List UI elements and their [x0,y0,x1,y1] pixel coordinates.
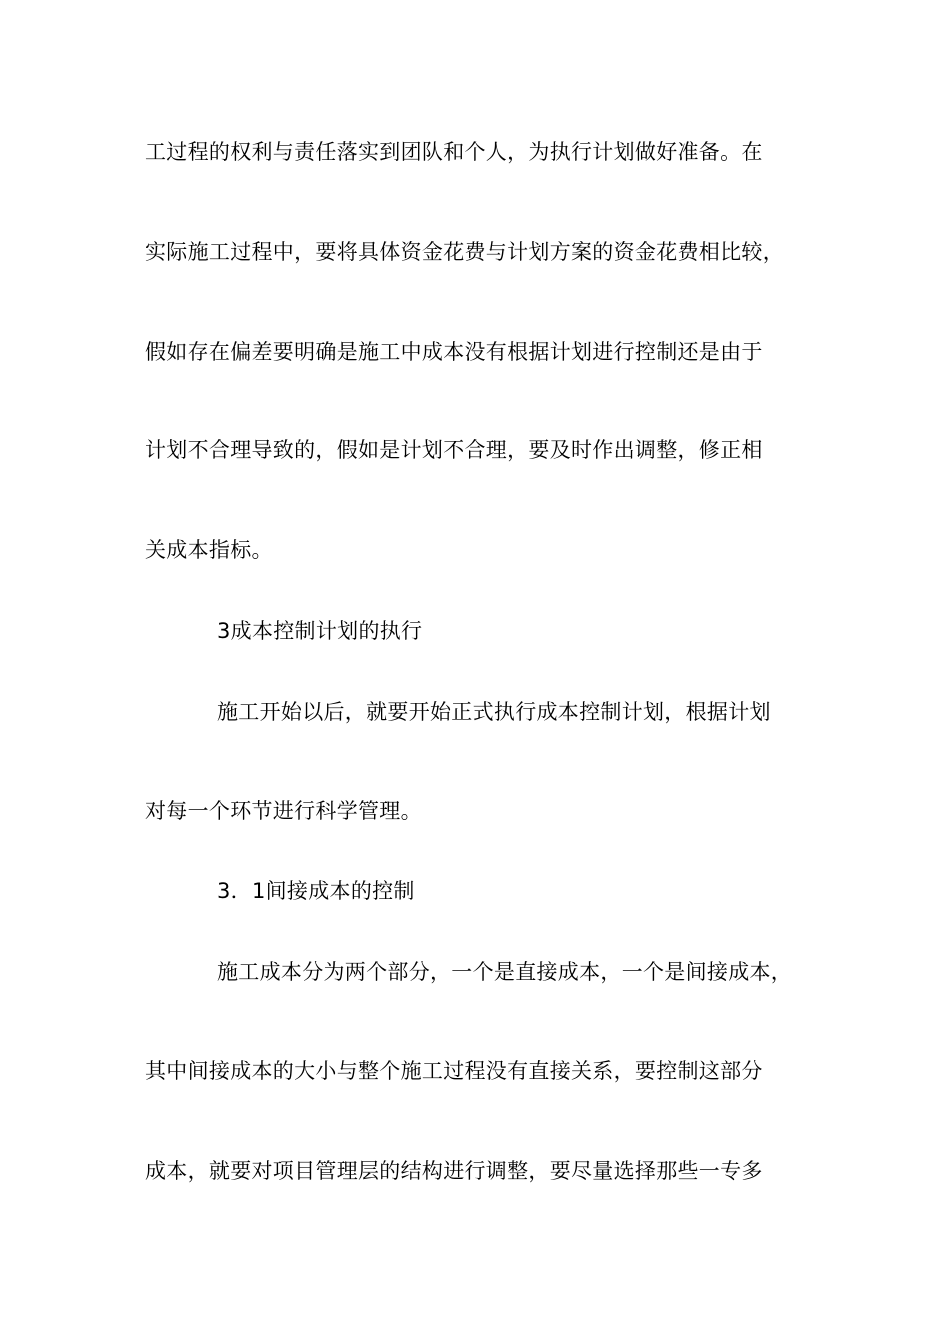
section-heading: 3成本控制计划的执行 [217,619,423,643]
paragraph-line: 假如存在偏差要明确是施工中成本没有根据计划进行控制还是由于 [145,340,763,364]
paragraph-line: 其中间接成本的大小与整个施工过程没有直接关系，要控制这部分 [145,1059,763,1083]
paragraph-line: 施工开始以后，就要开始正式执行成本控制计划，根据计划 [217,700,771,724]
paragraph-line: 关成本指标。 [145,538,273,562]
paragraph-line: 工过程的权利与责任落实到团队和个人，为执行计划做好准备。在 [145,140,763,164]
paragraph-line: 计划不合理导致的，假如是计划不合理，要及时作出调整，修正相 [145,438,763,462]
subsection-heading: 3．1间接成本的控制 [217,879,415,903]
paragraph-line: 成本，就要对项目管理层的结构进行调整，要尽量选择那些一专多 [145,1159,763,1183]
paragraph-line: 对每一个环节进行科学管理。 [145,799,422,823]
paragraph-line: 实际施工过程中，要将具体资金花费与计划方案的资金花费相比较， [145,240,784,264]
paragraph-line: 施工成本分为两个部分，一个是直接成本，一个是间接成本， [217,960,793,984]
